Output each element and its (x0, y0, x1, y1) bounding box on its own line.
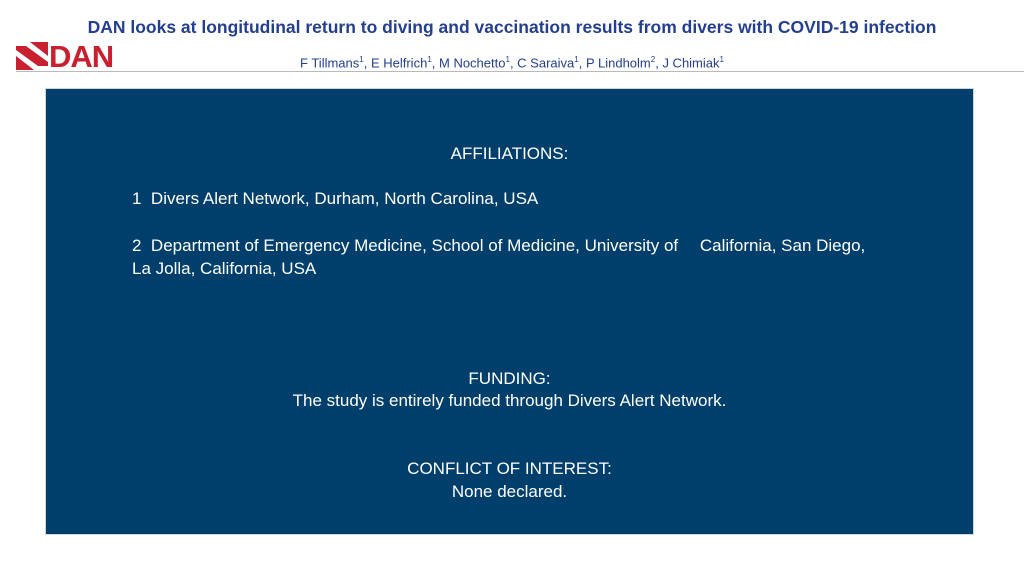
author-name: J Chimiak (662, 55, 720, 71)
funding-heading: FUNDING: (468, 369, 551, 388)
author-separator: , (431, 55, 439, 71)
author-name: C Saraiva (517, 55, 575, 71)
funding-text: The study is entirely funded through Divers Alert Network. (292, 391, 727, 410)
page-title: DAN looks at longitudinal return to diving and vaccination results from divers with COVID-19 infection (87, 17, 937, 37)
affiliation-1-number: 1 (132, 189, 142, 208)
author-separator: , (509, 55, 518, 71)
affiliation-1 (132, 189, 538, 209)
author-separator: , (655, 55, 663, 71)
header-divider (16, 71, 1024, 72)
logo-text: DAN (49, 42, 114, 70)
author-name: F Tillmans (300, 55, 360, 71)
author-name: E Helfrich (370, 55, 428, 71)
coi-heading: CONFLICT OF INTEREST: (407, 459, 612, 478)
author-list (0, 55, 1024, 70)
author-name: M Nochetto (439, 55, 506, 71)
author-separator: , (578, 55, 586, 71)
author-separator: , (363, 55, 371, 71)
author-affiliation-mark: 1 (574, 55, 579, 64)
affiliation-2-number: 2 (132, 236, 142, 255)
author-affiliation-mark: 1 (359, 55, 364, 64)
author-affiliation-mark: 1 (719, 55, 724, 64)
author-affiliation-mark: 1 (427, 55, 432, 64)
author-affiliation-mark: 2 (650, 55, 656, 64)
affiliation-1-text: Divers Alert Network, Durham, North Carolina, USA (150, 189, 539, 208)
affiliation-2 (132, 234, 872, 280)
affiliation-2-text-a: Department of Emergency Medicine, School of Medicine, University of (150, 236, 679, 255)
coi-text: None declared. (451, 482, 568, 501)
info-panel (45, 88, 974, 535)
affiliation-2-text-b: California, San Diego, La Jolla, California, USA (132, 236, 866, 278)
author-affiliation-mark: 1 (505, 55, 510, 64)
affiliations-heading: AFFILIATIONS: (450, 144, 569, 163)
author-name: P Lindholm (585, 55, 651, 71)
